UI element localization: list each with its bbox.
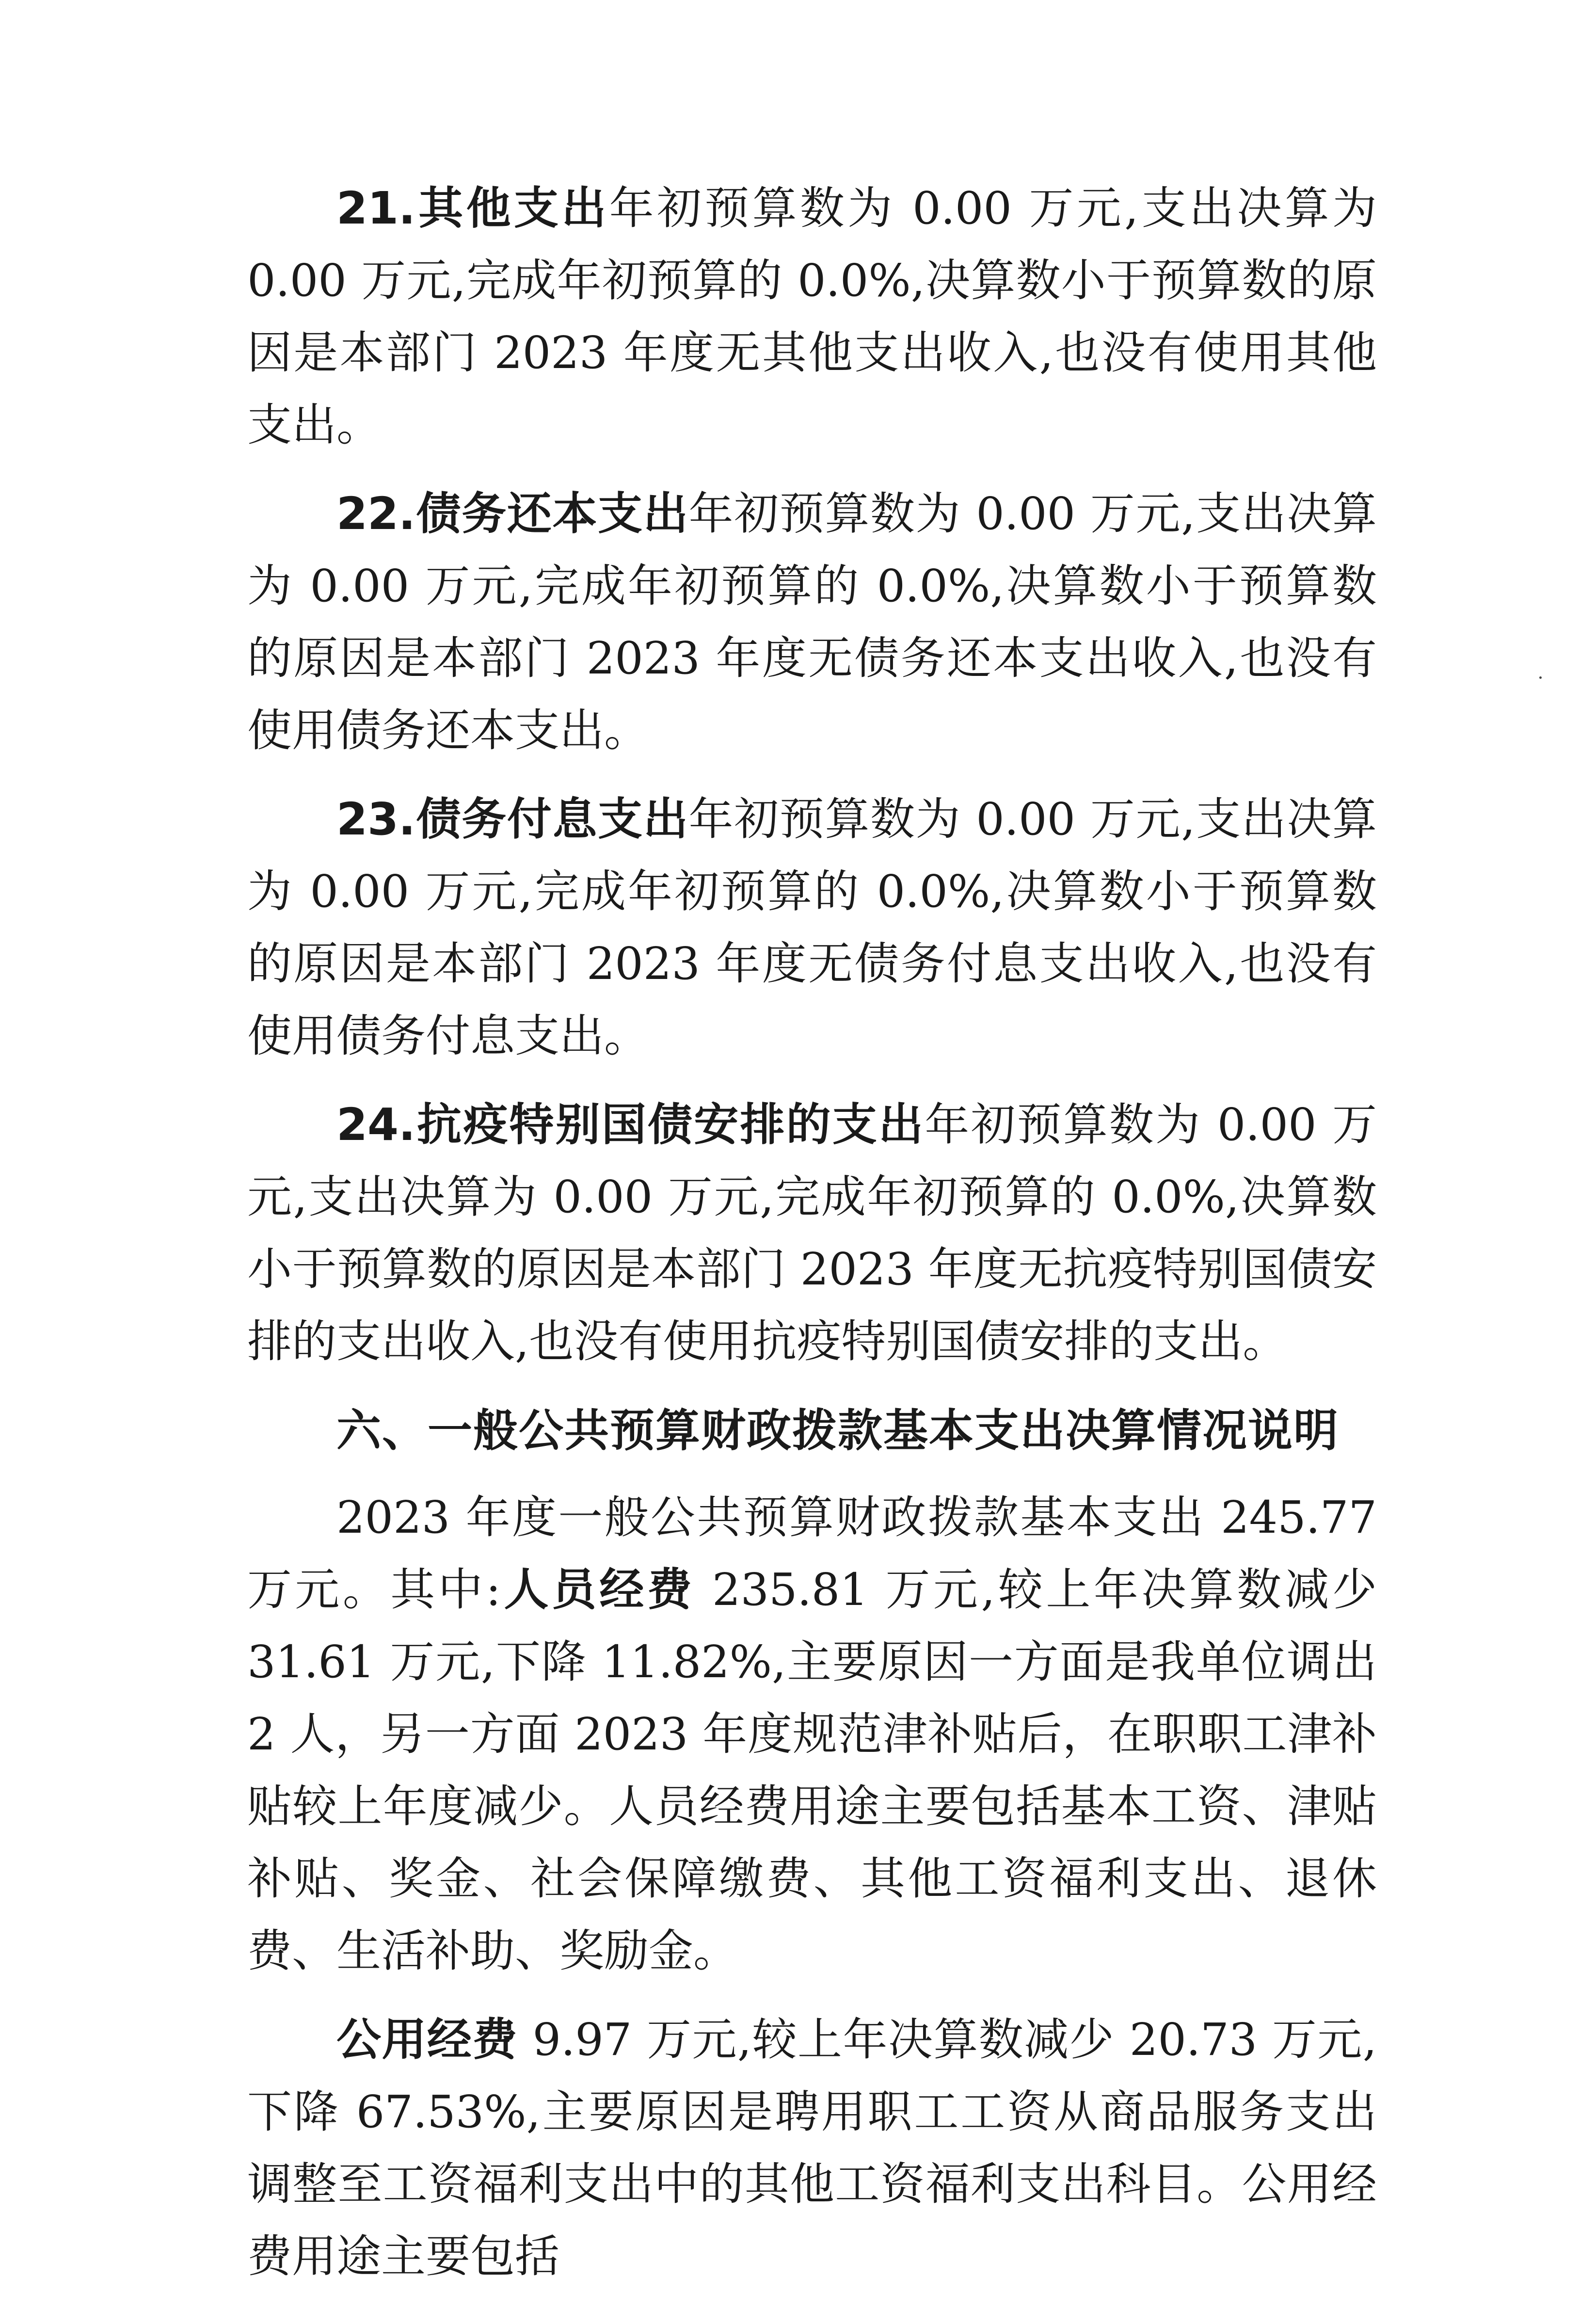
item-21-title: 21.其他支出 [336, 182, 609, 234]
scan-speck [1539, 676, 1542, 679]
section-heading: 六、一般公共预算财政拨款基本支出决算情况说明 [336, 1404, 1340, 1457]
item-23-paragraph [247, 783, 1377, 1072]
public-expense-paragraph [247, 2004, 1377, 2293]
item-22-title: 22.债务还本支出 [336, 488, 689, 540]
personnel-expense-label: 人员经费 [501, 1563, 695, 1616]
public-expense-text: 9.97 万元,较上年决算数减少 20.73 万元,下降 67.53%,主要原因是聘用职工工资从商品服务支出调整至工资福利支出中的其他工资福利支出科目。公用经费用途主要包括 [247, 2013, 1377, 2282]
item-22-paragraph [247, 478, 1377, 767]
item-24-paragraph [247, 1089, 1377, 1378]
basic-expenditure-paragraph [247, 1481, 1377, 1987]
item-22-text: 年初预算数为 0.00 万元,支出决算为 0.00 万元,完成年初预算的 0.0%,决算数小于预算数的原因是本部门 2023 年度无债务还本支出收入,也没有使用债务还本支出。 [247, 488, 1377, 757]
item-23-title: 23.债务付息支出 [336, 793, 689, 846]
public-expense-label: 公用经费 [336, 2013, 518, 2066]
item-24-text: 年初预算数为 0.00 万元,支出决算为 0.00 万元,完成年初预算的 0.0%,决算数小于预算数的原因是本部门 2023 年度无抗疫特别国债安排的支出收入,也没有使用抗疫特别国债安排的支出。 [247, 1099, 1377, 1368]
document-page [247, 172, 1377, 2309]
basic-expenditure-intro: 2023 年度一般公共预算财政拨款基本支出 245.77 万元。其中: [247, 1491, 1377, 1616]
item-21-text: 年初预算数为 0.00 万元,支出决算为 0.00 万元,完成年初预算的 0.0%,决算数小于预算数的原因是本部门 2023 年度无其他支出收入,也没有使用其他支出。 [247, 182, 1377, 451]
item-23-text: 年初预算数为 0.00 万元,支出决算为 0.00 万元,完成年初预算的 0.0%,决算数小于预算数的原因是本部门 2023 年度无债务付息支出收入,也没有使用债务付息支出。 [247, 793, 1377, 1062]
item-21-paragraph [247, 172, 1377, 461]
item-24-title: 24.抗疫特别国债安排的支出 [336, 1099, 925, 1151]
personnel-expense-text: 235.81 万元,较上年决算数减少 31.61 万元,下降 11.82%,主要原因一方面是我单位调出 2 人，另一方面 2023 年度规范津补贴后，在职职工津补贴较上年度减少。人员经费用途主要包括基本工资、津贴补贴、奖金、社会保障缴费、其他工资福利支出、退休费、生活补助、奖励金。 [247, 1563, 1377, 1977]
